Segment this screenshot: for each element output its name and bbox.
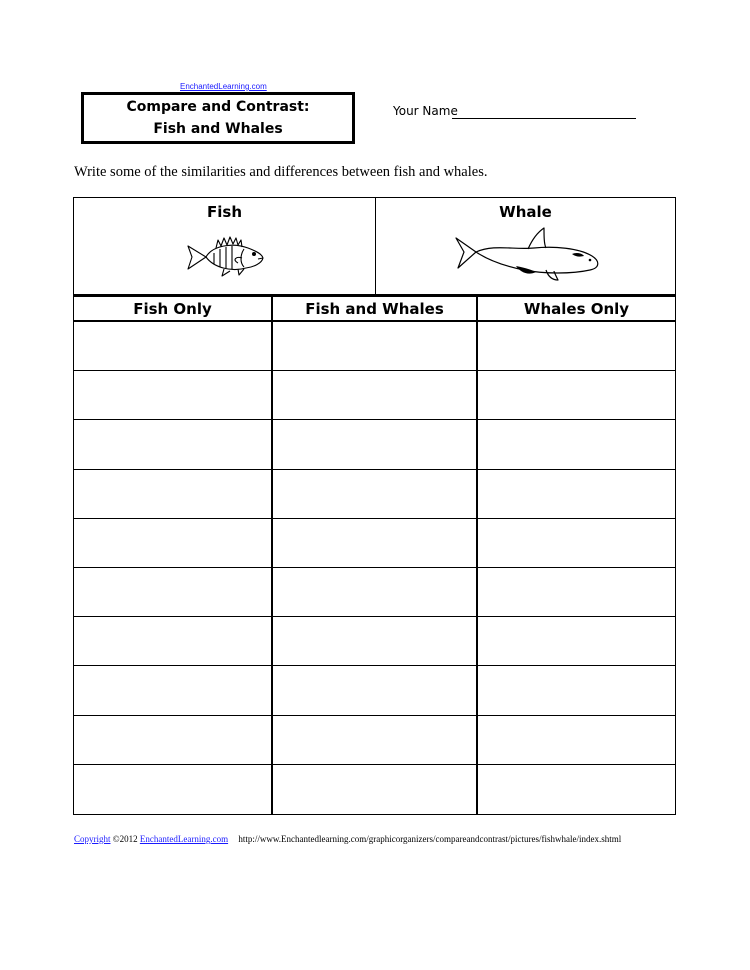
fish-and-whales-cell[interactable] [273, 420, 478, 468]
fish-only-cell[interactable] [74, 765, 273, 814]
copyright-year: ©2012 [112, 834, 138, 844]
whale-picture-cell [376, 198, 675, 294]
table-row [74, 322, 675, 371]
whales-only-cell[interactable] [478, 666, 675, 714]
your-name-line[interactable] [452, 118, 636, 119]
table-row [74, 568, 675, 617]
table-row [74, 765, 675, 814]
fish-and-whales-cell[interactable] [273, 617, 478, 665]
fish-only-cell[interactable] [74, 716, 273, 764]
fish-only-cell[interactable] [74, 420, 273, 468]
whales-only-cell[interactable] [478, 371, 675, 419]
fish-only-cell[interactable] [74, 617, 273, 665]
compare-table [73, 294, 676, 815]
table-row [74, 371, 675, 420]
table-header-row [74, 295, 675, 322]
table-row [74, 420, 675, 469]
table-row [74, 470, 675, 519]
worksheet-title-box [81, 92, 355, 144]
picture-row [73, 197, 676, 294]
footer-site-link[interactable]: EnchantedLearning.com [139, 834, 229, 844]
column-header-fish-and-whales: Fish and Whales [273, 297, 478, 320]
table-row [74, 617, 675, 666]
whales-only-cell[interactable] [478, 568, 675, 616]
fish-and-whales-cell[interactable] [273, 666, 478, 714]
whales-only-cell[interactable] [478, 470, 675, 518]
whale-icon [454, 226, 604, 282]
instructions-text: Write some of the similarities and differences between fish and whales. [74, 164, 488, 180]
fish-icon [184, 236, 268, 278]
table-row [74, 519, 675, 568]
fish-and-whales-cell[interactable] [273, 322, 478, 370]
table-row [74, 666, 675, 715]
copyright-link[interactable]: Copyright [74, 834, 111, 844]
fish-and-whales-cell[interactable] [273, 519, 478, 567]
fish-and-whales-cell[interactable] [273, 716, 478, 764]
title-line-1: Compare and Contrast: [126, 99, 310, 115]
page-url: http://www.Enchantedlearning.com/graphicorganizers/compareandcontrast/pictures/fishwhale/index.shtml [238, 834, 622, 844]
fish-and-whales-cell[interactable] [273, 470, 478, 518]
table-row [74, 716, 675, 765]
fish-only-cell[interactable] [74, 519, 273, 567]
whales-only-cell[interactable] [478, 420, 675, 468]
fish-and-whales-cell[interactable] [273, 765, 478, 814]
whales-only-cell[interactable] [478, 322, 675, 370]
whales-only-cell[interactable] [478, 617, 675, 665]
fish-picture-cell [74, 198, 376, 294]
fish-and-whales-cell[interactable] [273, 371, 478, 419]
fish-and-whales-cell[interactable] [273, 568, 478, 616]
whales-only-cell[interactable] [478, 716, 675, 764]
fish-only-cell[interactable] [74, 371, 273, 419]
fish-only-cell[interactable] [74, 666, 273, 714]
footer [74, 834, 621, 844]
title-line-2: Fish and Whales [153, 121, 283, 137]
column-header-whales-only: Whales Only [523, 300, 630, 318]
site-link[interactable]: EnchantedLearning.com [180, 82, 267, 91]
fish-only-cell[interactable] [74, 568, 273, 616]
your-name-label: Your Name [393, 104, 458, 118]
whale-heading: Whale [499, 203, 552, 221]
whales-only-cell[interactable] [478, 519, 675, 567]
fish-heading: Fish [207, 203, 242, 221]
fish-only-cell[interactable] [74, 322, 273, 370]
column-header-fish-only: Fish Only [74, 297, 273, 320]
whales-only-cell[interactable] [478, 765, 675, 814]
fish-only-cell[interactable] [74, 470, 273, 518]
